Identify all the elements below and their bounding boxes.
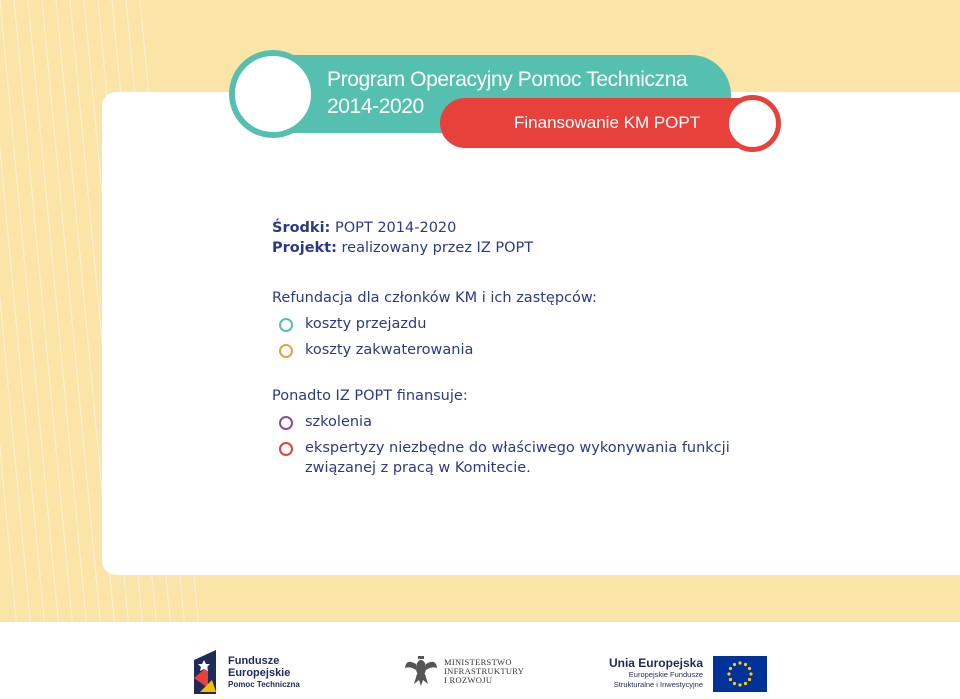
circle-bullet-icon <box>279 416 293 430</box>
fe-line-3: Pomoc Techniczna <box>228 680 300 689</box>
title-line-1: Program Operacyjny Pomoc Techniczna <box>327 68 688 91</box>
list-item-text-continued: związanej z pracą w Komitecie. <box>305 460 531 476</box>
list-item-text: ekspertyzy niezbędne do właściwego wykonywania funkcji <box>305 440 730 456</box>
circle-bullet-icon <box>279 344 293 358</box>
circle-bullet-icon <box>279 318 293 332</box>
list-item-text: szkolenia <box>305 414 372 430</box>
title-line-2: 2014-2020 <box>327 95 424 118</box>
eu-text <box>600 656 703 690</box>
fe-line-1: Fundusze <box>228 655 280 667</box>
srodki-value: POPT 2014-2020 <box>330 220 457 236</box>
teal-circle-decoration <box>229 50 317 138</box>
list-item <box>272 314 730 334</box>
section2-heading: Ponadto IZ POPT finansuje: <box>272 388 468 404</box>
section1-heading: Refundacja dla członków KM i ich zastępców: <box>272 290 597 306</box>
srodki-line <box>272 218 730 238</box>
ministry-text <box>444 658 524 685</box>
polish-eagle-emblem-icon <box>404 654 438 690</box>
ministry-line-2: INFRASTRUKTURY <box>444 666 525 676</box>
list-item-text: koszty przejazdu <box>305 316 427 332</box>
projekt-value: realizowany przez IZ POPT <box>336 240 534 256</box>
page-subtitle: Finansowanie KM POPT <box>514 113 701 132</box>
red-circle-decoration <box>724 95 781 152</box>
fundusze-europejskie-text <box>228 655 300 691</box>
ministry-line-1: MINISTERSTWO <box>444 657 512 667</box>
list-item <box>272 412 730 432</box>
main-content <box>272 218 730 478</box>
eu-line-1: Europejskie Fundusze <box>628 670 703 679</box>
srodki-label: Środki: <box>272 220 331 236</box>
list-item-text: koszty zakwaterowania <box>305 342 474 358</box>
ministry-line-3: I ROZWOJU <box>444 675 493 685</box>
list-item <box>272 340 730 360</box>
eu-line-2: Strukturalne i Inwestycyjne <box>613 680 703 689</box>
projekt-line <box>272 238 730 258</box>
projekt-label: Projekt: <box>272 240 337 256</box>
list-item <box>272 438 730 478</box>
fe-line-2: Europejskie <box>228 667 291 679</box>
eu-flag-icon <box>713 656 767 692</box>
circle-bullet-icon <box>279 442 293 456</box>
eu-title: Unia Europejska <box>608 656 703 670</box>
